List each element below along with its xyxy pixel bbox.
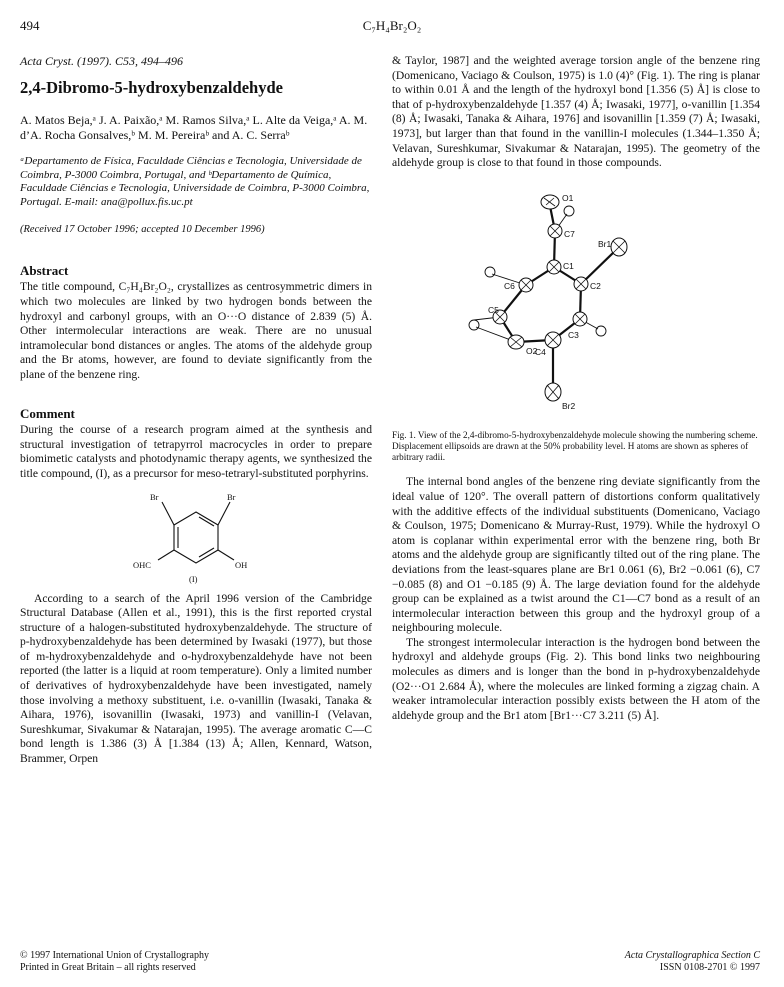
comment-paragraph-1: During the course of a research program aimed at the synthesis and structural investigation of tetrapyrrol macrocycles in order to prepare biomimetic catalysts and photodynamic therapy agents, we synthesized the title compound, (I), as a precursor for meso-tetraryl-substituted porphyrins. (20, 423, 372, 480)
h6-atom (485, 267, 495, 277)
comment-heading: Comment (20, 405, 75, 421)
h3-atom (596, 326, 606, 336)
label-c6: C6 (504, 280, 515, 291)
abstract-text: The title compound, C₇H₄Br₂O₂, crystallizes as centrosymmetric dimers in which two molecules are linked by two hydrogen bonds between the hydroxyl and carbonyl groups, with an O···O distance of 2.839 (5) Å. Other intermolecular interactions are weak. There are no unusual intramolecular bond distances or angles. The atoms of the aldehyde group and the Br atoms, however, are found to deviate significantly from the plane of the benzene ring. (20, 280, 372, 381)
bond-c-oh (218, 550, 234, 560)
scheme-label-br-right: Br (227, 491, 236, 502)
bond-c-br-right (218, 502, 230, 525)
figure-1-caption: Fig. 1. View of the 2,4-dibromo-5-hydroxybenzaldehyde molecule showing the numbering scheme. Displacement ellipsoids are drawn at the 50% probability level. H atoms are shown as spheres of arbitrary radii. (392, 429, 758, 463)
scheme-label-br-left: Br (150, 491, 159, 502)
running-head (20, 18, 764, 36)
comment-paragraph-2: According to a search of the April 1996 version of the Cambridge Structural Database (Allen et al., 1991), this is the first reported crystal structure of a halogen-substituted hydroxybenzaldehyde. The structure of p-hydroxybenzaldehyde has been determined by Iwasaki (1977), but those of m-hydroxybenzaldehyde and o-hydroxybenzaldehyde have not been reported (the latter is a liquid at room temperature). Only a limited number of derivatives of hydroxybenzaldehyde have been investigated, namely those involving a methoxy substituent, i.e. o-vanillin (Iwasaki, Tanaka & Aihara, 1976), isovanillin (Iwasaki, 1973) and vanillin-I (Velavan, Sureshkumar, Sivakumar & Natarajan, 1995). The average aromatic C—C bond length is 1.386 (3) Å [1.384 (13) Å; Allen, Kennard, Watson, Brammer, Orpen (20, 591, 372, 766)
right-paragraph-3: The strongest intermolecular interaction is the hydrogen bond between the hydroxyl and aldehyde groups (Fig. 2). This bond links two neighbouring molecules as dimers and is longer than the bond in p-hydroxybenzaldehyde (O2···O1 2.684 Å), where the molecules are linked forming a zigzag chain. A weaker intramolecular interaction possibly exists between the H atom of the aldehyde group and the Br1 atom [Br1···C7 3.211 (5) Å]. (392, 635, 760, 722)
label-br1: Br1 (598, 238, 612, 249)
right-paragraph-2: The internal bond angles of the benzene ring deviate significantly from the ideal value of 120°. The overall pattern of distortions conform qualitatively with the additive effects of the individual substituents (Domenicano, Vaciago & Coulson, 1975; Domenicano & Murray-Rust, 1979). While the hydroxyl O atom is coplanar within experimental error with the benzene ring, both Br atoms and the aldehyde group are significantly tilted out of the ring plane. The deviations from the least-squares plane are Br1 0.061 (6), Br2 −0.061 (6), C7 −0.085 (8) and O1 −0.185 (9) Å. The large deviation found for the aldehyde group can be explained as a twist around the C1—C7 bond as a result of an intermolecular interaction between this group and the hydroxyl group of a neighbouring molecule. (392, 475, 760, 635)
scheme-label-oh: OH (235, 559, 248, 570)
benzene-ring (174, 512, 218, 563)
footer-journal-info (460, 950, 760, 974)
author-affiliation: ᵃDepartamento de Física, Faculdade Ciências e Tecnologia, Universidade de Coimbra, P-3000 Coimbra, Portugal, and ᵇDepartamento de Química, Faculdade Ciências e Tecnologia, Universidade de Coimbra, P-3000 Coimbra, Portugal. E-mail: ana@pollux.fis.uc.pt (20, 155, 370, 208)
label-br2: Br2 (562, 400, 576, 411)
label-c5: C5 (488, 304, 499, 315)
hydroxyl-h-atom (469, 320, 479, 330)
footer-copyright-line: © 1997 International Union of Crystallography (20, 950, 209, 961)
article-title: 2,4-Dibromo-5-hydroxybenzaldehyde (20, 77, 283, 97)
footer-journal-name: Acta Crystallographica Section C (624, 950, 760, 961)
journal-citation: Acta Cryst. (1997). C53, 494–496 (20, 54, 183, 68)
abstract-heading: Abstract (20, 262, 69, 278)
left-column (20, 54, 372, 767)
bond-c-cho (158, 550, 174, 560)
label-c1: C1 (563, 260, 574, 271)
footer-printed-line: Printed in Great Britain – all rights reserved (20, 962, 196, 973)
figure-1 (392, 179, 760, 424)
right-column (392, 54, 760, 723)
author-list: A. Matos Beja,ᵃ J. A. Paixão,ᵃ M. Ramos Silva,ᵃ L. Alte da Veiga,ᵃ A. M. d’A. Rocha Gonsalves,ᵇ M. M. Pereiraᵇ and A. C. Serraᵇ (20, 113, 368, 143)
received-dates: (Received 17 October 1996; accepted 10 December 1996) (20, 224, 265, 236)
page-number: 494 (20, 18, 40, 33)
label-c2: C2 (590, 280, 601, 291)
bond-c-br-left (162, 502, 174, 525)
footer-copyright (20, 950, 372, 974)
running-head-formula: C₇H₄Br₂O₂ (362, 18, 422, 33)
ortep-molecule-drawing (392, 179, 760, 424)
h7-atom (564, 206, 574, 216)
label-c4: C4 (535, 346, 546, 357)
scheme-compound-number: (I) (189, 573, 198, 584)
abstract-section (20, 264, 372, 383)
footer-issn: ISSN 0108-2701 © 1997 (659, 962, 760, 973)
label-c3: C3 (568, 329, 579, 340)
right-paragraph-1: & Taylor, 1987] and the weighted average torsion angle of the benzene ring (Domenicano, Vaciago & Coulson, 1975) is 1.0 (4)° (Fig. 1). The ring is planar to within 0.01 Å and the length of the hydroxyl bond [1.356 (5) Å] is close to that of p-hydroxybenzaldehyde [1.357 (4) Å; Iwasaki, 1977], o-vanillin [1.354 (8) Å; Iwasaki, Tanaka & Aihara, 1976] and isovanillin [1.359 (7) Å; Iwasaki, 1973], but larger than that found in the vanillin-I molecules (1.344–1.350 Å; Velavan, Sureshkumar, Sivakumar & Natarajan, 1995). The geometry of the aldehyde group is close to that found in those compounds. (392, 54, 760, 170)
chemical-scheme (20, 490, 372, 586)
label-o2: O2 (526, 345, 538, 356)
label-c7: C7 (564, 228, 575, 239)
label-o1: O1 (562, 192, 574, 203)
scheme-label-ohc: OHC (133, 559, 151, 570)
